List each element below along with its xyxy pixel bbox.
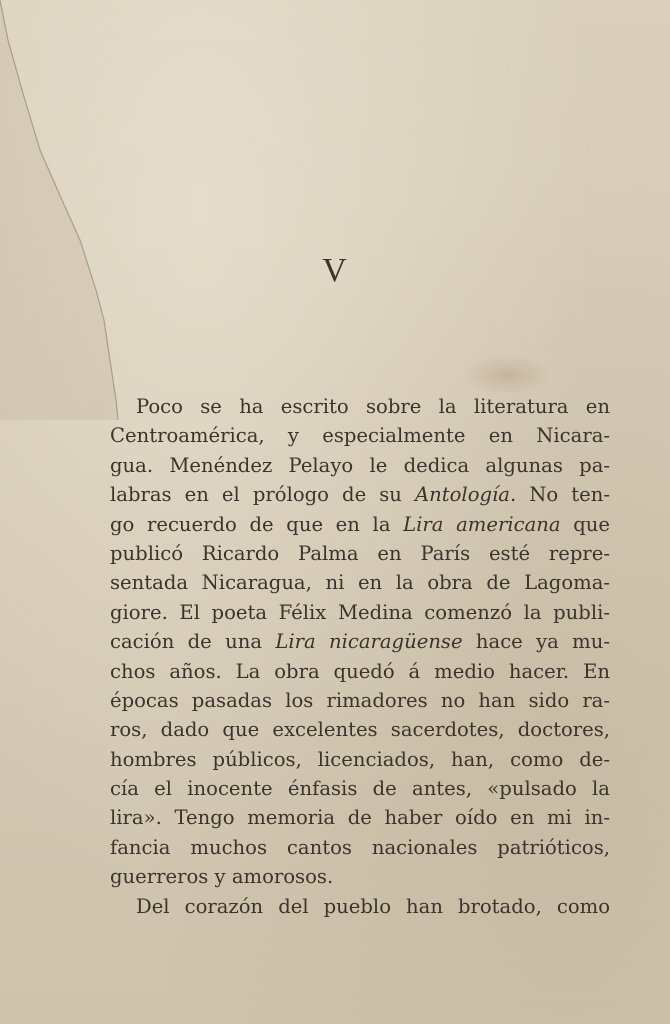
text-line	[110, 833, 610, 862]
text-line	[110, 686, 610, 715]
text-segment: que	[560, 512, 610, 536]
text-segment: guerreros y amorosos.	[110, 865, 334, 889]
text-segment: Centroamérica, y especialmente en Nicara-	[110, 424, 610, 448]
text-line	[110, 568, 610, 597]
text-segment: épocas pasadas los rimadores no han sido ra-	[110, 688, 610, 712]
text-line	[110, 392, 610, 421]
text-segment: sentada Nicaragua, ni en la obra de Lagoma-	[110, 571, 610, 595]
text-line	[110, 451, 610, 480]
text-segment: ros, dado que excelentes sacerdotes, doctores,	[110, 718, 610, 742]
text-line	[110, 862, 610, 891]
text-line	[110, 421, 610, 450]
text-segment: gua. Menéndez Pelayo le dedica algunas pa-	[110, 453, 610, 477]
text-segment: . No ten-	[509, 483, 610, 507]
text-line	[110, 627, 610, 656]
italic-title: Lira americana	[403, 512, 561, 536]
text-segment: publicó Ricardo Palma en París esté repre-	[110, 541, 610, 565]
text-line	[110, 657, 610, 686]
page-stain	[462, 355, 552, 395]
body-text	[110, 392, 610, 921]
text-segment: cía el inocente énfasis de antes, «pulsado la	[110, 777, 610, 801]
page-tear-mark	[0, 0, 140, 420]
text-line	[110, 539, 610, 568]
text-segment: hace ya mu-	[462, 630, 610, 654]
text-segment: Poco se ha escrito sobre la literatura en	[136, 395, 610, 418]
text-segment: hombres públicos, licenciados, han, como de-	[110, 747, 610, 771]
text-segment: cación de una	[110, 630, 276, 654]
text-segment: lira». Tengo memoria de haber oído en mi in-	[110, 806, 610, 830]
text-segment: chos años. La obra quedó á medio hacer. En	[110, 659, 610, 683]
text-segment: labras en el prólogo de su	[110, 483, 415, 507]
text-segment: go recuerdo de que en la	[110, 512, 404, 536]
text-segment: giore. El poeta Félix Medina comenzó la publi-	[110, 600, 610, 624]
text-line	[110, 892, 610, 921]
text-line	[110, 803, 610, 832]
text-line	[110, 510, 610, 539]
text-segment: fancia muchos cantos nacionales patrióticos,	[110, 835, 610, 859]
text-segment: Del corazón del pueblo han brotado, como	[136, 894, 610, 918]
text-line	[110, 715, 610, 744]
text-line	[110, 745, 610, 774]
text-line	[110, 598, 610, 627]
chapter-heading: V	[322, 252, 348, 289]
italic-title: Lira nicaragüense	[275, 630, 463, 654]
text-line	[110, 480, 610, 509]
italic-title: Antología	[414, 483, 510, 507]
text-line	[110, 774, 610, 803]
